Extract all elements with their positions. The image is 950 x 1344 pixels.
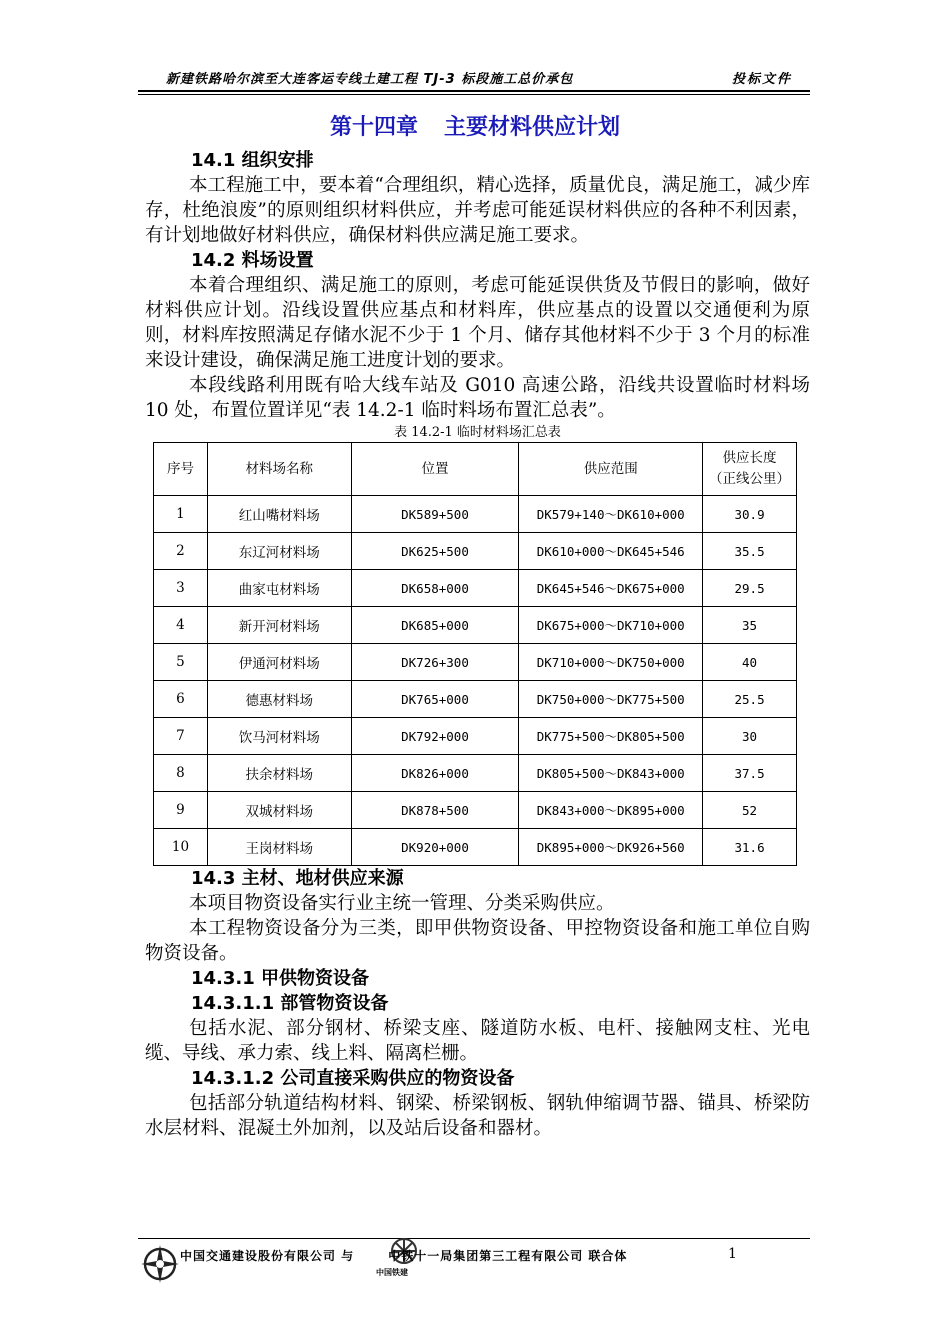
table-row	[154, 533, 797, 570]
header-project-title: 新建铁路哈尔滨至大连客运专线土建工程 TJ-3 标段施工总价承包	[166, 72, 574, 87]
cell-range: DK775+500～DK805+500	[519, 718, 703, 755]
table-row	[154, 755, 797, 792]
cell-name: 扶余材料场	[207, 755, 351, 792]
cell-range: DK805+500～DK843+000	[519, 755, 703, 792]
cell-name: 双城材料场	[207, 792, 351, 829]
footer-companies	[180, 1247, 627, 1264]
cell-name: 伊通河材料场	[207, 644, 351, 681]
cell-length: 25.5	[703, 681, 797, 718]
cell-location: DK920+000	[351, 829, 519, 866]
table-row	[154, 570, 797, 607]
cell-length: 35	[703, 607, 797, 644]
cell-name: 饮马河材料场	[207, 718, 351, 755]
cell-length: 40	[703, 644, 797, 681]
cell-location: DK765+000	[351, 681, 519, 718]
cell-location: DK878+500	[351, 792, 519, 829]
paragraph: 包括水泥、部分钢材、桥梁支座、隧道防水板、电杆、接触网支柱、光电缆、导线、承力索、线上料、隔离栏栅。	[145, 1018, 810, 1064]
paragraph: 本工程物资设备分为三类，即甲供物资设备、甲控物资设备和施工单位自购物资设备。	[145, 918, 810, 964]
header-doc-type: 投标文件	[731, 72, 792, 87]
cell-range: DK843+000～DK895+000	[519, 792, 703, 829]
cell-location: DK792+000	[351, 718, 519, 755]
cell-length: 37.5	[703, 755, 797, 792]
col-header-name: 材料场名称	[207, 443, 351, 496]
cell-location: DK658+000	[351, 570, 519, 607]
cell-range: DK579+140～DK610+000	[519, 496, 703, 533]
cell-location: DK726+300	[351, 644, 519, 681]
chapter-title	[0, 110, 950, 141]
cell-length: 31.6	[703, 829, 797, 866]
cell-length: 52	[703, 792, 797, 829]
cell-range: DK710+000～DK750+000	[519, 644, 703, 681]
material-yard-table	[153, 442, 797, 866]
footer-rule	[138, 1238, 810, 1239]
table-caption: 表 14.2-1 临时材料场汇总表	[394, 425, 561, 440]
section-heading-14-3: 14.3 主材、地材供应来源	[191, 868, 404, 889]
cell-no: 2	[154, 533, 208, 570]
header-rule	[138, 90, 810, 92]
table-row	[154, 607, 797, 644]
footer-logo-label: 中国铁建	[376, 1268, 408, 1277]
chapter-name: 主要材料供应计划	[444, 115, 621, 140]
table-header-row	[154, 443, 797, 496]
paragraph: 包括部分轨道结构材料、钢梁、桥梁钢板、钢轨伸缩调节器、锚具、桥梁防水层材料、混凝土外加剂，以及站后设备和器材。	[145, 1093, 810, 1139]
cell-no: 10	[154, 829, 208, 866]
cell-no: 4	[154, 607, 208, 644]
cell-no: 8	[154, 755, 208, 792]
col-header-range: 供应范围	[519, 443, 703, 496]
table-row	[154, 829, 797, 866]
footer-company-2: 中铁十一局集团第三工程有限公司 联合体	[388, 1249, 628, 1263]
cell-location: DK826+000	[351, 755, 519, 792]
cell-length: 29.5	[703, 570, 797, 607]
table-row	[154, 496, 797, 533]
cell-no: 5	[154, 644, 208, 681]
footer-company-1: 中国交通建设股份有限公司 与	[180, 1249, 355, 1263]
cell-no: 6	[154, 681, 208, 718]
section-heading-14-3-1-1: 14.3.1.1 部管物资设备	[191, 993, 389, 1014]
cell-length: 30.9	[703, 496, 797, 533]
page-number: 1	[728, 1246, 737, 1262]
cell-no: 7	[154, 718, 208, 755]
col-header-length	[703, 443, 797, 496]
paragraph: 本着合理组织、满足施工的原则，考虑可能延误供货及节假日的影响，做好材料供应计划。沿线设置供应基点和材料库，供应基点的设置以交通便利为原则，材料库按照满足存储水泥不少于 1 个月、储存其他材料不少于 3 个月的标准来设计建设，确保满足施工进度计划的要求。	[145, 275, 810, 371]
cell-location: DK589+500	[351, 496, 519, 533]
chapter-number: 第十四章	[329, 115, 418, 140]
paragraph: 本项目物资设备实行业主统一管理、分类采购供应。	[189, 893, 615, 914]
paragraph: 本段线路利用既有哈大线车站及 G010 高速公路，沿线共设置临时材料场 10 处，布置位置详见“表 14.2-1 临时料场布置汇总表”。	[145, 375, 810, 421]
cell-name: 红山嘴材料场	[207, 496, 351, 533]
cell-name: 东辽河材料场	[207, 533, 351, 570]
table-row	[154, 718, 797, 755]
cell-range: DK645+546～DK675+000	[519, 570, 703, 607]
ccc-logo-icon	[140, 1244, 180, 1284]
cell-length: 35.5	[703, 533, 797, 570]
cell-range: DK750+000～DK775+500	[519, 681, 703, 718]
section-heading-14-1: 14.1 组织安排	[191, 150, 314, 171]
col-header-length-line2: （正线公里）	[709, 471, 791, 487]
cell-range: DK675+000～DK710+000	[519, 607, 703, 644]
cell-location: DK685+000	[351, 607, 519, 644]
cell-name: 新开河材料场	[207, 607, 351, 644]
cell-no: 3	[154, 570, 208, 607]
cell-location: DK625+500	[351, 533, 519, 570]
paragraph: 本工程施工中，要本着“合理组织，精心选择，质量优良，满足施工，减少库存，杜绝浪废”的原则组织材料供应，并考虑可能延误材料供应的各种不利因素，有计划地做好材料供应，确保材料供应满足施工要求。	[145, 175, 810, 246]
cell-name: 王岗材料场	[207, 829, 351, 866]
cell-name: 德惠材料场	[207, 681, 351, 718]
col-header-location: 位置	[351, 443, 519, 496]
col-header-no: 序号	[154, 443, 208, 496]
section-heading-14-2: 14.2 料场设置	[191, 250, 314, 271]
cell-length: 30	[703, 718, 797, 755]
cell-name: 曲家屯材料场	[207, 570, 351, 607]
table-row	[154, 681, 797, 718]
cell-no: 1	[154, 496, 208, 533]
document-body	[145, 148, 810, 1141]
cell-range: DK895+000～DK926+560	[519, 829, 703, 866]
section-heading-14-3-1-2: 14.3.1.2 公司直接采购供应的物资设备	[191, 1068, 515, 1089]
header-rule-thin	[138, 94, 810, 95]
cell-no: 9	[154, 792, 208, 829]
cell-range: DK610+000～DK645+546	[519, 533, 703, 570]
page-header	[138, 66, 810, 90]
table-row	[154, 792, 797, 829]
table-row	[154, 644, 797, 681]
col-header-length-line1: 供应长度	[722, 450, 777, 466]
section-heading-14-3-1: 14.3.1 甲供物资设备	[191, 968, 370, 989]
